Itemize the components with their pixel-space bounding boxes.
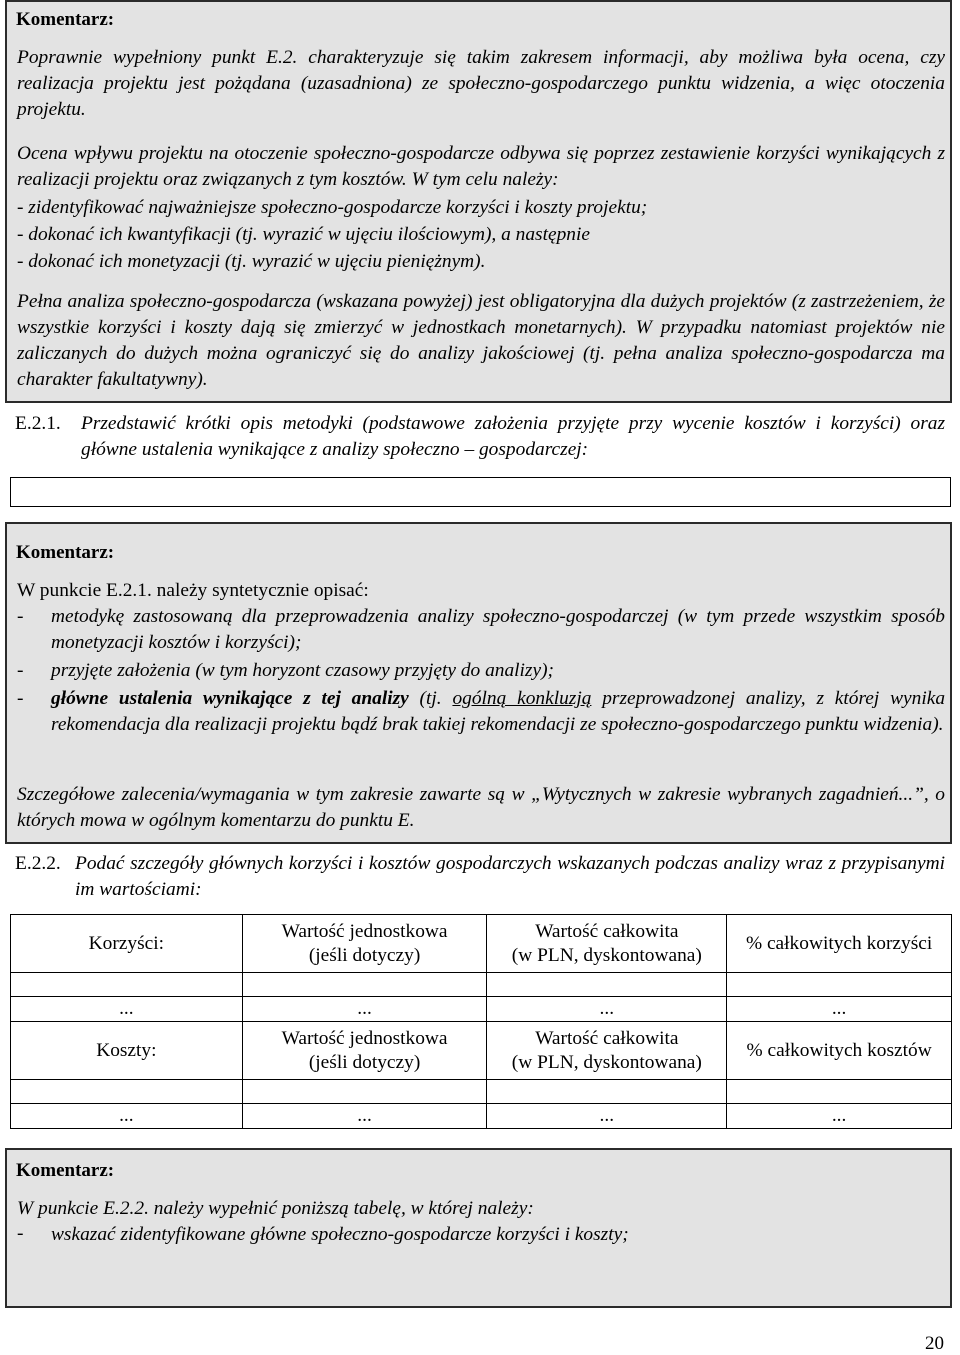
comment-paragraph: Ocena wpływu projektu na otoczenie społeczno-gospodarcze odbywa się poprzez zestawienie korzyści wynikających z realizacji projektu oraz związanych z tym kosztów. W tym celu należy: xyxy=(17,143,945,190)
pct-costs-header: % całkowitych kosztów xyxy=(727,1022,952,1080)
section-number: E.2.1. xyxy=(15,413,61,434)
table-cell[interactable] xyxy=(242,973,487,997)
costs-label: Koszty: xyxy=(11,1022,243,1080)
comment-box-3 xyxy=(5,1148,952,1308)
unit-value-header: Wartość jednostkowa (jeśli dotyczy) xyxy=(242,1022,487,1080)
table-cell[interactable]: ... xyxy=(487,997,727,1022)
list-dash: - xyxy=(17,660,24,681)
comment-list-item: wskazać zidentyfikowane główne społeczno-gospodarcze korzyści i koszty; xyxy=(51,1224,629,1245)
table-cell[interactable]: ... xyxy=(11,1104,243,1129)
table-cell[interactable] xyxy=(727,1080,952,1104)
total-value-header: Wartość całkowita (w PLN, dyskontowana) xyxy=(487,1022,727,1080)
methodology-field[interactable] xyxy=(10,477,951,507)
list-dash: - xyxy=(17,606,24,627)
comment-paragraph: Poprawnie wypełniony punkt E.2. charakteryzuje się takim zakresem informacji, aby możliwa była ocena, czy realizacja projektu jest pożądana (uzasadniona) ze społeczno-gospodarczego punktu widzenia, a więc otoczenia projektu. xyxy=(17,47,945,120)
comment-bullet: - zidentyfikować najważniejsze społeczno-gospodarcze korzyści i koszty projektu; xyxy=(17,197,648,218)
total-value-header: Wartość całkowita (w PLN, dyskontowana) xyxy=(487,915,727,973)
table-cell[interactable] xyxy=(242,1080,487,1104)
table-cell[interactable] xyxy=(727,973,952,997)
table-row xyxy=(11,915,952,973)
comment-list-item: metodykę zastosowaną dla przeprowadzenia analizy społeczno-gospodarczej (w tym przede wszystkim sposób monetyzacji kosztów i korzyści); xyxy=(51,606,945,653)
comment-heading: Komentarz: xyxy=(16,542,115,563)
table-row xyxy=(11,973,952,997)
table-row xyxy=(11,997,952,1022)
comment-heading: Komentarz: xyxy=(16,9,115,30)
page-number: 20 xyxy=(925,1333,944,1354)
pct-benefits-header: % całkowitych korzyści xyxy=(727,915,952,973)
comment-box-1 xyxy=(5,0,952,403)
table-cell[interactable] xyxy=(487,973,727,997)
table-cell[interactable]: ... xyxy=(487,1104,727,1129)
unit-value-header: Wartość jednostkowa (jeśli dotyczy) xyxy=(242,915,487,973)
comment-paragraph: Szczegółowe zalecenia/wymagania w tym zakresie zawarte są w „Wytycznych w zakresie wybranych zagadnień...”, o których mowa w ogólnym komentarzu do punktu E. xyxy=(17,784,945,831)
benefits-label: Korzyści: xyxy=(11,915,243,973)
comment-list-item: główne ustalenia wynikające z tej analizy (tj. ogólną konkluzją przeprowadzonej analizy, z której wynika rekomendacja dla realizacji projektu bądź brak takiej rekomendacji ze społeczno-gospodarczego punktu widzenia). xyxy=(51,688,946,735)
table-cell[interactable] xyxy=(11,973,243,997)
comment-heading: Komentarz: xyxy=(16,1160,115,1181)
table-row xyxy=(11,1104,952,1129)
value-table xyxy=(10,914,952,1129)
section-text: Przedstawić krótki opis metodyki (podstawowe założenia przyjęte przy wycenie kosztów i korzyści) oraz główne ustalenia wynikające z analizy społeczno – gospodarczej: xyxy=(81,413,945,460)
comment-box-2 xyxy=(5,522,952,844)
table-cell[interactable] xyxy=(487,1080,727,1104)
comment-intro: W punkcie E.2.2. należy wypełnić poniższą tabelę, w której należy: xyxy=(17,1198,534,1219)
comment-list-item: przyjęte założenia (w tym horyzont czasowy przyjęty do analizy); xyxy=(51,660,555,681)
section-text: Podać szczegóły głównych korzyści i kosztów gospodarczych wskazanych podczas analizy wraz z przypisanymi im wartościami: xyxy=(75,853,945,900)
table-row xyxy=(11,1080,952,1104)
table-cell[interactable]: ... xyxy=(727,997,952,1022)
table-cell[interactable]: ... xyxy=(11,997,243,1022)
table-cell[interactable]: ... xyxy=(242,1104,487,1129)
comment-paragraph: Pełna analiza społeczno-gospodarcza (wskazana powyżej) jest obligatoryjna dla dużych projektów (z zastrzeżeniem, że wszystkie korzyści i koszty dają się zmierzyć w jednostkach monetarnych). W przypadku natomiast projektów nie zaliczanych do dużych można ograniczyć się do analizy jakościowej (tj. pełna analiza społeczno-gospodarcza ma charakter fakultatywny). xyxy=(17,291,945,390)
comment-intro: W punkcie E.2.1. należy syntetycznie opisać: xyxy=(17,580,369,601)
table-row xyxy=(11,1022,952,1080)
table-cell[interactable] xyxy=(11,1080,243,1104)
section-number: E.2.2. xyxy=(15,853,61,874)
comment-bullet: - dokonać ich kwantyfikacji (tj. wyrazić w ujęciu ilościowym), a następnie xyxy=(17,224,590,245)
table-cell[interactable]: ... xyxy=(727,1104,952,1129)
comment-bullet: - dokonać ich monetyzacji (tj. wyrazić w ujęciu pieniężnym). xyxy=(17,251,486,272)
table-cell[interactable]: ... xyxy=(242,997,487,1022)
list-dash: - xyxy=(17,1223,24,1244)
list-dash: - xyxy=(17,688,24,709)
